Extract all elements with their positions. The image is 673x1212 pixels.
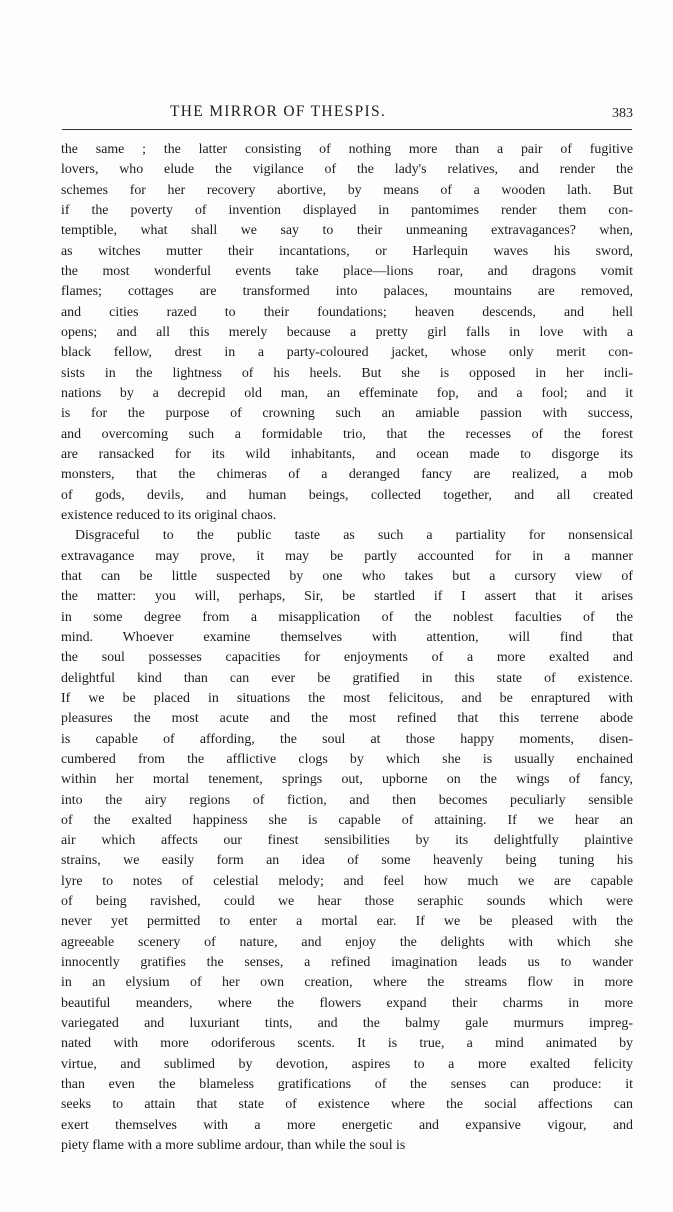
text-line: exert themselves with a more energetic and expansive vigour, and — [61, 1117, 633, 1133]
text-line: of being ravished, could we hear those seraphic sounds which were — [61, 894, 633, 910]
text-line: cumbered from the afflictive clogs by which she is usually enchained — [61, 751, 633, 767]
text-line: into the airy regions of fiction, and then becomes peculiarly sensible — [61, 792, 633, 808]
text-line: If we be placed in situations the most felicitous, and be enraptured with — [61, 690, 633, 706]
text-line: black fellow, drest in a party-coloured jacket, whose only merit con- — [61, 345, 633, 361]
page-number: 383 — [612, 106, 633, 121]
text-line: flames; cottages are transformed into palaces, mountains are removed, — [61, 284, 633, 300]
text-line: never yet permitted to enter a mortal ear. If we be pleased with the — [61, 914, 633, 930]
text-line: the most wonderful events take place—lions roar, and dragons vomit — [61, 263, 633, 279]
text-line: within her mortal tenement, springs out, upborne on the wings of fancy, — [61, 772, 633, 788]
text-line: that can be little suspected by one who takes but a cursory view of — [61, 568, 633, 584]
text-line: agreeable scenery of nature, and enjoy the delights with which she — [61, 934, 633, 950]
text-line: Disgraceful to the public taste as such a partiality for nonsensical — [75, 528, 633, 544]
text-line: the matter: you will, perhaps, Sir, be startled if I assert that it arises — [61, 589, 633, 605]
body-text — [61, 140, 633, 1156]
text-line: nations by a decrepid old man, an effeminate fop, and a fool; and it — [61, 385, 633, 401]
text-line: strains, we easily form an idea of some heavenly being tuning his — [61, 853, 633, 869]
text-line: if the poverty of invention displayed in pantomimes render them con- — [61, 202, 633, 218]
text-line: as witches mutter their incantations, or Harlequin waves his sword, — [61, 243, 633, 259]
text-line: beautiful meanders, where the flowers expand their charms in more — [61, 995, 633, 1011]
text-line: pleasures the most acute and the most refined that this terrene abode — [61, 711, 633, 727]
text-line: of the exalted happiness she is capable of attaining. If we hear an — [61, 812, 633, 828]
text-line: are ransacked for its wild inhabitants, and ocean made to disgorge its — [61, 446, 633, 462]
text-line: and cities razed to their foundations; heaven descends, and hell — [61, 304, 633, 320]
text-line: variegated and luxuriant tints, and the balmy gale murmurs impreg- — [61, 1016, 633, 1032]
text-line: in an elysium of her own creation, where the streams flow in more — [61, 975, 633, 991]
text-line: sists in the lightness of his heels. But she is opposed in her incli- — [61, 365, 633, 381]
header-rule — [62, 129, 632, 130]
text-line: existence reduced to its original chaos. — [61, 507, 277, 523]
text-line: virtue, and sublimed by devotion, aspires to a more exalted felicity — [61, 1056, 633, 1072]
text-line: opens; and all this merely because a pretty girl falls in love with a — [61, 324, 633, 340]
text-line: the soul possesses capacities for enjoyments of a more exalted and — [61, 650, 633, 666]
paragraph — [61, 140, 633, 526]
text-line: the same ; the latter consisting of nothing more than a pair of fugitive — [61, 142, 633, 157]
text-line: of gods, devils, and human beings, collected together, and all created — [61, 487, 633, 503]
text-line: lyre to notes of celestial melody; and feel how much we are capable — [61, 873, 633, 889]
text-line: temptible, what shall we say to their unmeaning extravagances? when, — [61, 223, 633, 239]
text-line: monsters, that the chimeras of a deranged fancy are realized, a mob — [61, 467, 633, 483]
page-header — [60, 103, 635, 127]
text-line: piety flame with a more sublime ardour, than while the soul is — [61, 1138, 406, 1154]
text-line: innocently gratifies the senses, a refined imagination leads us to wander — [61, 955, 633, 971]
text-line: extravagance may prove, it may be partly accounted for in a manner — [61, 548, 633, 564]
text-line: air which affects our finest sensibilities by its delightfully plaintive — [61, 833, 633, 849]
text-line: lovers, who elude the vigilance of the lady's relatives, and render the — [61, 162, 633, 178]
text-line: is for the purpose of crowning such an amiable passion with success, — [61, 406, 633, 422]
text-line: and overcoming such a formidable trio, that the recesses of the forest — [61, 426, 633, 442]
text-line: delightful kind than can ever be gratified in this state of existence. — [61, 670, 633, 686]
text-line: schemes for her recovery abortive, by means of a wooden lath. But — [61, 182, 633, 198]
text-line: than even the blameless gratifications of the senses can produce: it — [61, 1077, 633, 1093]
running-title: THE MIRROR OF THESPIS. — [170, 103, 387, 120]
text-line: in some degree from a misapplication of the noblest faculties of the — [61, 609, 633, 625]
text-line: is capable of affording, the soul at those happy moments, disen- — [61, 731, 633, 747]
paragraph — [61, 526, 633, 1156]
text-line: seeks to attain that state of existence where the social affections can — [61, 1097, 633, 1113]
text-line: nated with more odoriferous scents. It is true, a mind animated by — [61, 1036, 633, 1052]
text-line: mind. Whoever examine themselves with attention, will find that — [61, 629, 633, 645]
